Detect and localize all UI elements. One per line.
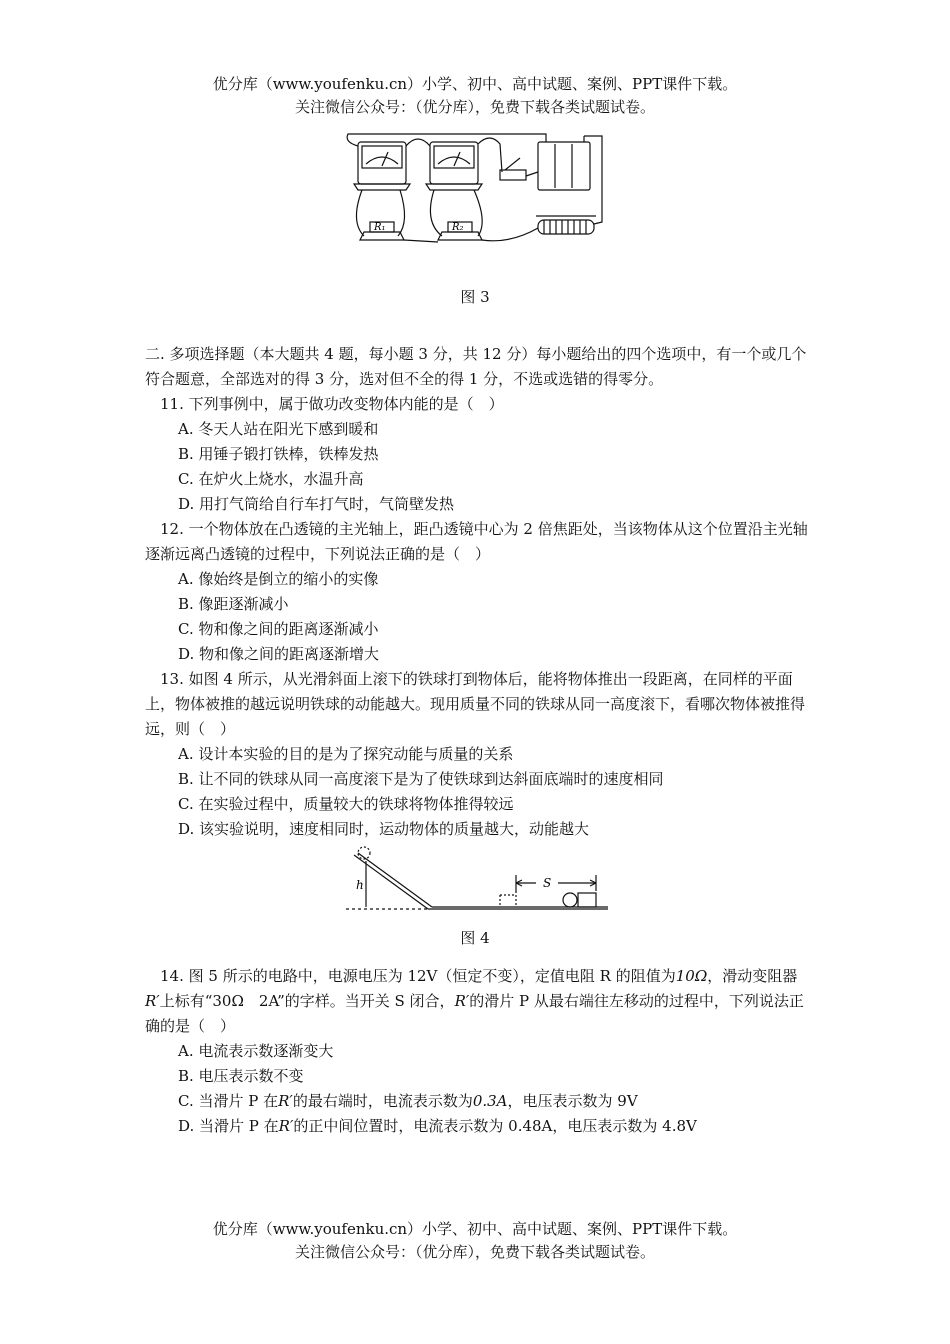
q14-option-c-part-a: C. 当滑片 P 在	[178, 1092, 279, 1110]
q12-option-b: B. 像距逐渐减小	[178, 595, 289, 613]
q11-option-c: C. 在炉火上烧水，水温升高	[178, 470, 364, 488]
q13-option-d: D. 该实验说明，速度相同时，运动物体的质量越大，动能越大	[178, 820, 590, 838]
q14-option-d-part-a: D. 当滑片 P 在	[178, 1117, 279, 1135]
figure-3-circuit	[340, 132, 610, 252]
q14-stem	[145, 964, 810, 1039]
q14-stem-part-d: 的滑片 P 从最右端往左移动的过程中，下列说法正确的是（ ）	[145, 992, 804, 1035]
header-line-1: 优分库（www.youfenku.cn）小学、初中、高中试题、案例、PPT课件下载。	[212, 75, 738, 93]
section-2-intro: 二. 多项选择题（本大题共 4 题，每小题 3 分，共 12 分）每小题给出的四个选项中，有一个或几个符合题意，全部选对的得 3 分，选对但不全的得 1 分，不选或选错的得零分。	[145, 345, 807, 388]
q13-option-b: B. 让不同的铁球从同一高度滚下是为了使铁球到达斜面底端时的速度相同	[178, 770, 664, 788]
q14-rprime-symbol-2: R′	[454, 992, 470, 1010]
q14-option-d-rprime: R′	[278, 1117, 294, 1135]
q11-option-b: B. 用锤子锻打铁棒，铁棒发热	[178, 445, 379, 463]
r2-label: R₂	[452, 222, 464, 233]
q14-option-a: A. 电流表示数逐渐变大	[178, 1042, 334, 1060]
q14-option-c	[145, 1089, 810, 1114]
q11-stem: 11. 下列事例中，属于做功改变物体内能的是（ ）	[160, 395, 504, 413]
figure-4-incline	[340, 845, 610, 920]
footer-line-1: 优分库（www.youfenku.cn）小学、初中、高中试题、案例、PPT课件下载。	[212, 1220, 738, 1238]
q13-option-a: A. 设计本实验的目的是为了探究动能与质量的关系	[178, 745, 514, 763]
page-header	[0, 73, 950, 119]
question-14	[145, 964, 810, 1139]
q14-option-c-part-c: ，电压表示数为 9V	[507, 1092, 638, 1110]
q12-option-a: A. 像始终是倒立的缩小的实像	[178, 570, 379, 588]
q12-stem: 12. 一个物体放在凸透镜的主光轴上，距凸透镜中心为 2 倍焦距处，当该物体从这个位置沿主光轴逐渐远离凸透镜的过程中，下列说法正确的是（ ）	[145, 520, 808, 563]
page-footer	[0, 1218, 950, 1264]
distance-label: S	[543, 876, 552, 890]
q12-option-c: C. 物和像之间的距离逐渐减小	[178, 620, 379, 638]
header-line-2: 关注微信公众号：（优分库），免费下载各类试题试卷。	[294, 98, 655, 116]
height-label: h	[356, 878, 364, 892]
r1-label: R₁	[374, 222, 386, 233]
q11-option-d: D. 用打气筒给自行车打气时，气筒壁发热	[178, 495, 455, 513]
q14-option-c-current: 0.3A	[472, 1092, 508, 1110]
q14-stem-part-a: 14. 图 5 所示的电路中，电源电压为 12V（恒定不变），定值电阻 R 的阻值为	[160, 967, 676, 985]
q14-rprime-symbol: R′	[145, 992, 160, 1010]
q14-option-b: B. 电压表示数不变	[178, 1067, 304, 1085]
q14-stem-part-c: 上标有“30Ω 2A”的字样。当开关 S 闭合，	[159, 992, 455, 1010]
figure-4-caption: 图 4	[460, 929, 490, 947]
figure-3-caption: 图 3	[460, 288, 490, 306]
q14-option-c-part-b: 的最右端时，电流表示数为	[292, 1092, 473, 1110]
q13-stem: 13. 如图 4 所示，从光滑斜面上滚下的铁球打到物体后，能将物体推出一段距离，在同样的平面上，物体被推的越远说明铁球的动能越大。现用质量不同的铁球从同一高度滚下，看哪次物体被推得远，则（ ）	[145, 670, 806, 738]
q14-r-value: 10Ω	[675, 967, 708, 985]
q14-option-d-part-b: 的正中间位置时，电流表示数为 0.48A，电压表示数为 4.8V	[293, 1117, 697, 1135]
question-section	[145, 342, 810, 842]
footer-line-2: 关注微信公众号：（优分库），免费下载各类试题试卷。	[294, 1243, 655, 1261]
q14-option-d	[145, 1114, 810, 1139]
q13-option-c: C. 在实验过程中，质量较大的铁球将物体推得较远	[178, 795, 514, 813]
q14-option-c-rprime: R′	[278, 1092, 293, 1110]
q12-option-d: D. 物和像之间的距离逐渐增大	[178, 645, 380, 663]
q11-option-a: A. 冬天人站在阳光下感到暖和	[178, 420, 379, 438]
q14-stem-part-b: ，滑动变阻器	[707, 967, 798, 985]
